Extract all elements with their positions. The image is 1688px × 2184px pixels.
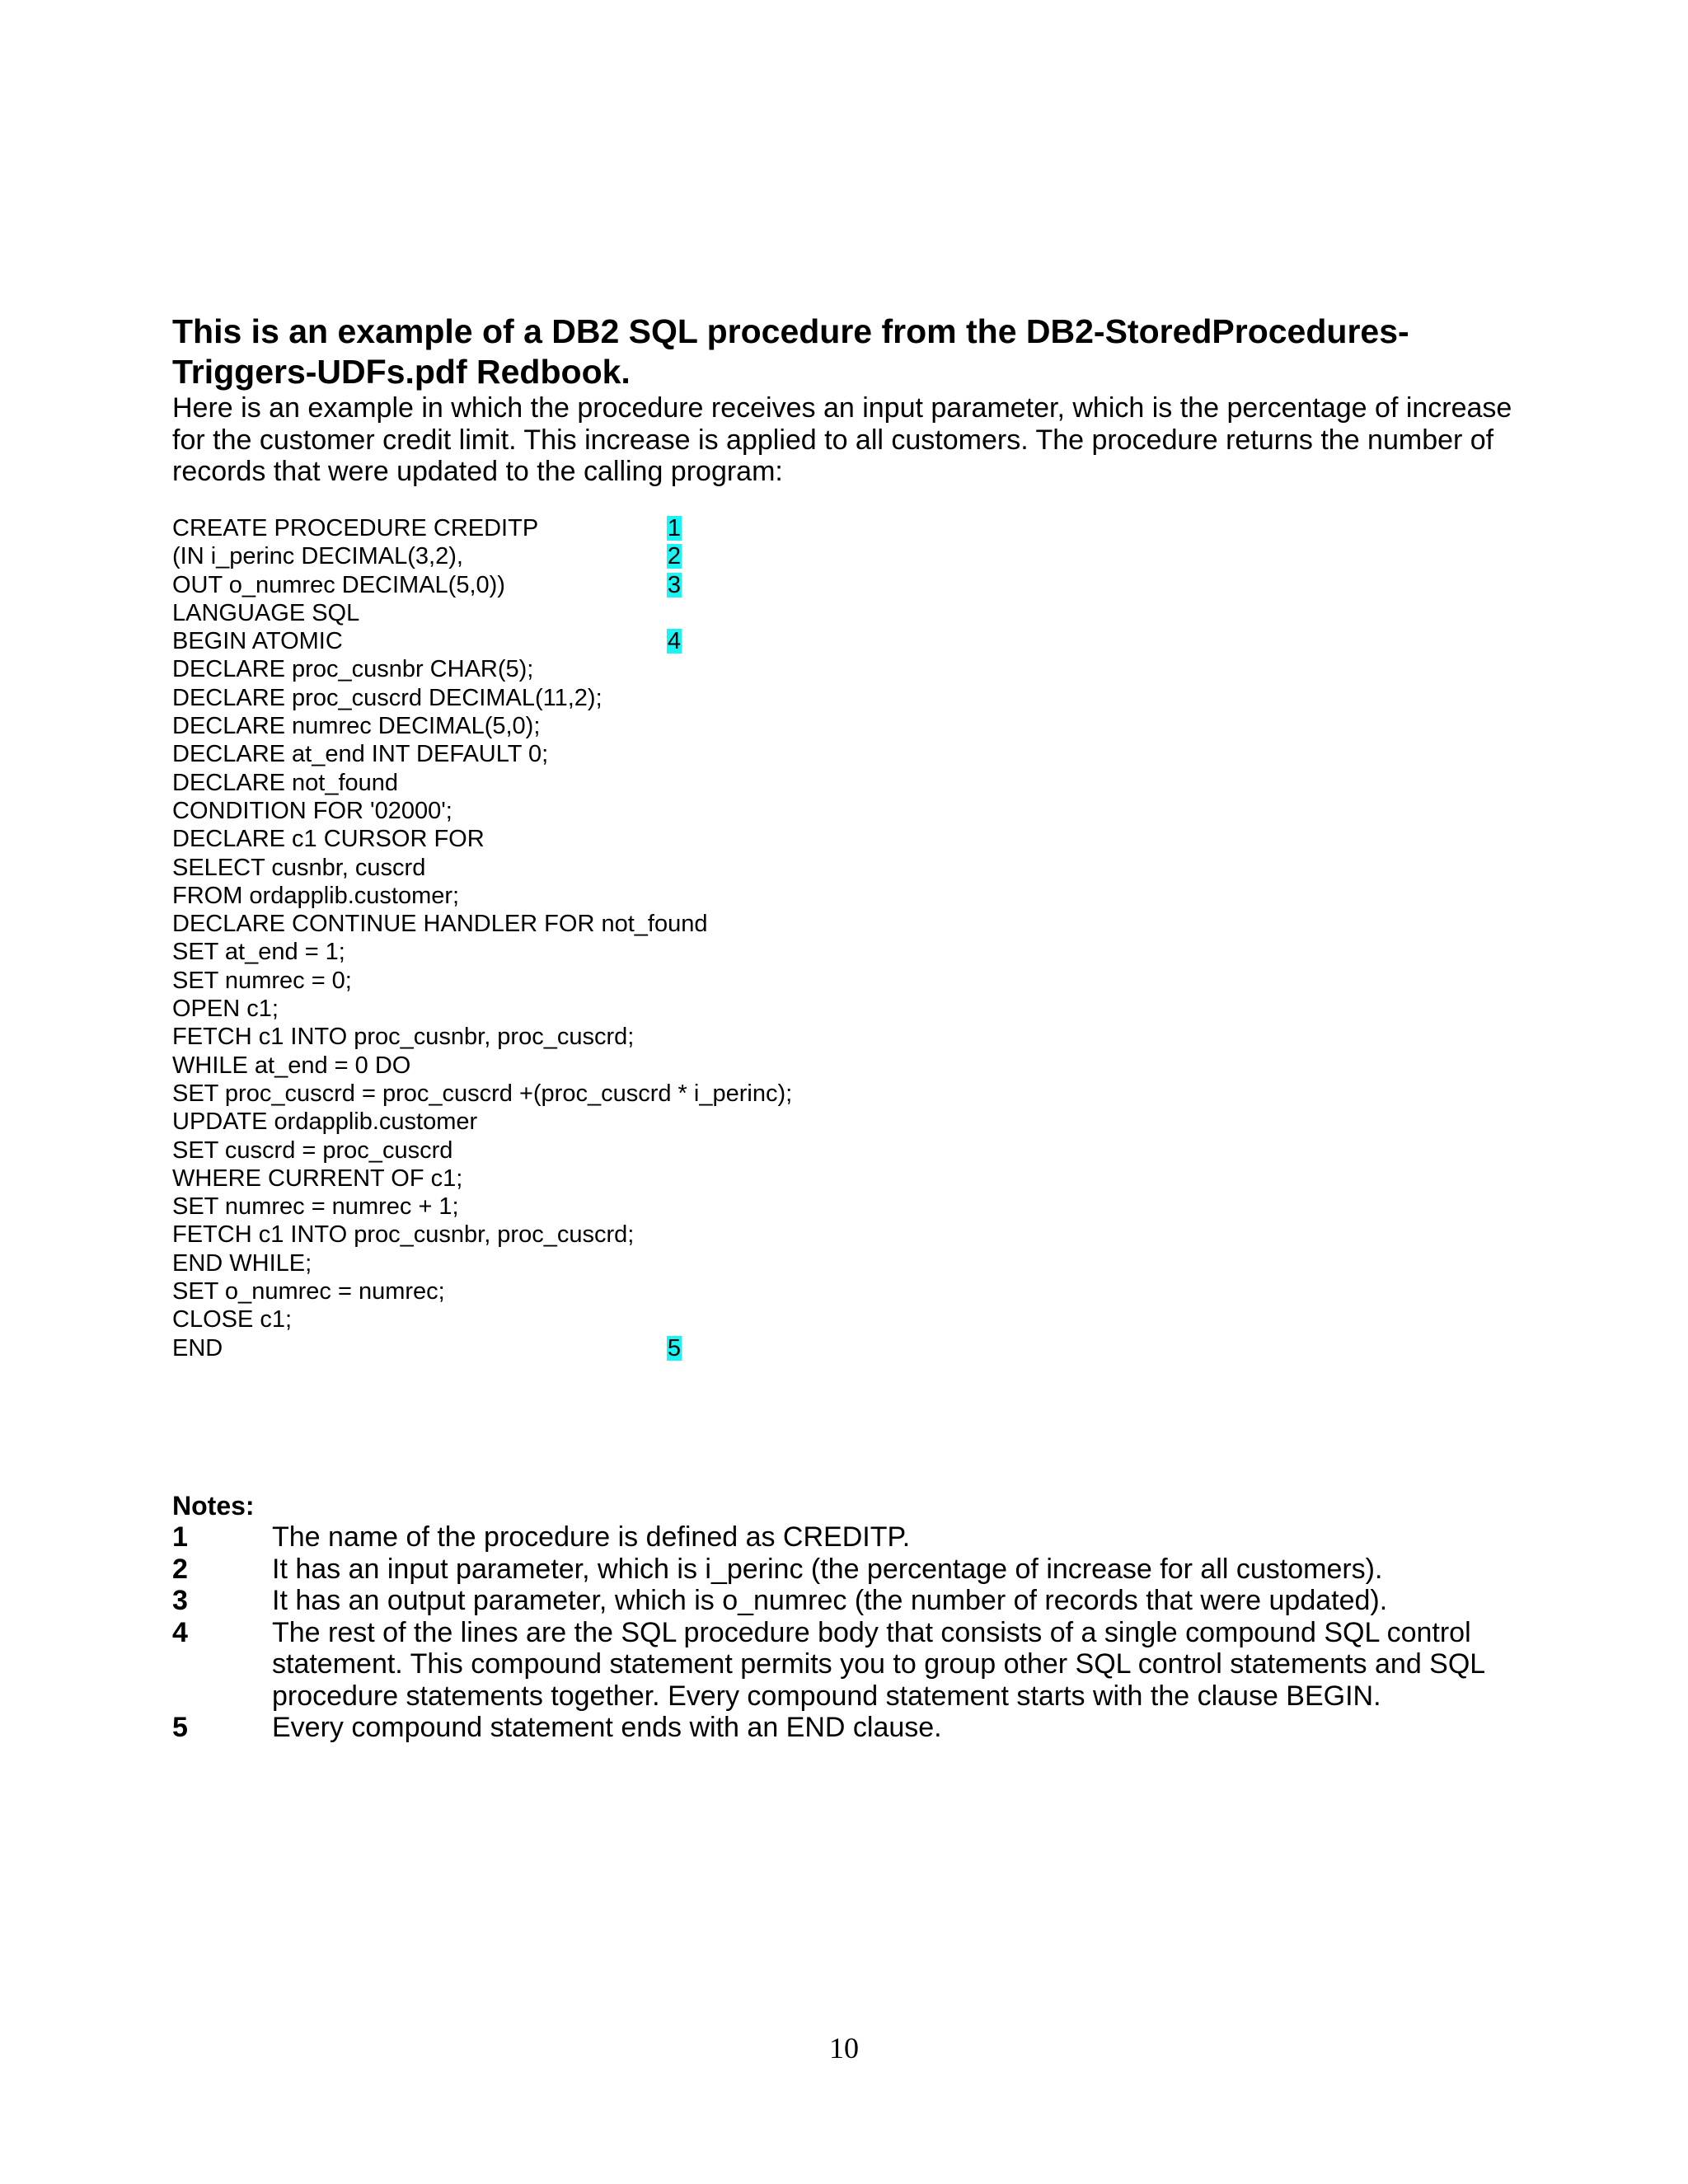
code-line-marker: 3 — [667, 571, 682, 598]
code-line-text: DECLARE c1 CURSOR FOR — [172, 826, 485, 853]
code-line-text: OUT o_numrec DECIMAL(5,0)) — [172, 571, 505, 598]
code-line — [172, 1023, 1161, 1051]
code-line-text: SET at_end = 1; — [172, 939, 345, 966]
code-line-text: CLOSE c1; — [172, 1306, 293, 1333]
code-line — [172, 1221, 1161, 1249]
code-line-marker: 1 — [667, 515, 682, 541]
code-line-text: DECLARE CONTINUE HANDLER FOR not_found — [172, 911, 708, 938]
notes-title: Notes: — [172, 1491, 255, 1521]
code-listing — [172, 514, 1161, 1362]
code-line — [172, 995, 1161, 1023]
note-text: The rest of the lines are the SQL procedure body that consists of a single compound SQL control statement. This compound statement permits you to group other SQL control statements and SQL procedure statements together. Every compound statement starts with the clause BEGIN. — [272, 1616, 1484, 1712]
code-line-text: (IN i_perinc DECIMAL(3,2), — [172, 543, 463, 570]
code-line-text: OPEN c1; — [172, 996, 279, 1023]
code-line — [172, 1137, 1161, 1165]
code-line — [172, 854, 1161, 882]
code-line-text: FETCH c1 INTO proc_cusnbr, proc_cuscrd; — [172, 1024, 635, 1051]
code-line — [172, 599, 1161, 627]
code-line — [172, 571, 1161, 599]
code-line — [172, 627, 1161, 655]
code-line-text: CONDITION FOR '02000'; — [172, 797, 452, 824]
note-text: The name of the procedure is defined as CREDITP. — [272, 1521, 911, 1553]
code-line-text: SET cuscrd = proc_cuscrd — [172, 1137, 453, 1164]
note-number: 2 — [172, 1553, 188, 1585]
code-line-text: DECLARE numrec DECIMAL(5,0); — [172, 713, 541, 740]
code-line-marker: 5 — [667, 1334, 682, 1361]
code-line-text: DECLARE proc_cusnbr CHAR(5); — [172, 656, 534, 683]
code-line-marker: 2 — [667, 543, 682, 570]
code-line-text: SET o_numrec = numrec; — [172, 1278, 445, 1305]
note-item — [172, 1585, 1573, 1617]
code-line — [172, 1193, 1161, 1221]
note-item — [172, 1617, 1573, 1713]
note-item — [172, 1712, 1573, 1744]
code-line-text: DECLARE not_found — [172, 769, 399, 796]
note-number: 5 — [172, 1712, 188, 1743]
code-line — [172, 514, 1161, 542]
code-line — [172, 1305, 1161, 1333]
code-line-text: SELECT cusnbr, cuscrd — [172, 854, 426, 881]
code-line — [172, 1165, 1161, 1193]
notes-list — [172, 1521, 1573, 1744]
code-line — [172, 825, 1161, 853]
note-text: It has an input parameter, which is i_perinc (the percentage of increase for all customers). — [272, 1553, 1383, 1585]
code-line — [172, 712, 1161, 740]
code-line-text: WHERE CURRENT OF c1; — [172, 1165, 463, 1192]
note-item — [172, 1554, 1573, 1586]
code-line-text: WHILE at_end = 0 DO — [172, 1052, 411, 1079]
code-line — [172, 1249, 1161, 1277]
code-line — [172, 1080, 1161, 1108]
code-line — [172, 797, 1161, 825]
code-line — [172, 882, 1161, 910]
page-heading: This is an example of a DB2 SQL procedure from the DB2-StoredProcedures-Triggers-UDFs.pdf Redbook. — [172, 312, 1409, 391]
code-line — [172, 769, 1161, 797]
code-line — [172, 1277, 1161, 1305]
code-line — [172, 967, 1161, 995]
code-line-text: END WHILE; — [172, 1249, 312, 1277]
code-line-text: BEGIN ATOMIC — [172, 628, 343, 655]
code-line-text: FETCH c1 INTO proc_cusnbr, proc_cuscrd; — [172, 1221, 635, 1249]
code-line — [172, 1334, 1161, 1362]
code-line — [172, 1052, 1161, 1080]
code-line — [172, 684, 1161, 712]
code-line — [172, 1108, 1161, 1136]
code-line — [172, 542, 1161, 570]
code-line — [172, 740, 1161, 768]
code-line-text: UPDATE ordapplib.customer — [172, 1108, 478, 1136]
code-line — [172, 655, 1161, 683]
code-line-text: SET numrec = numrec + 1; — [172, 1193, 459, 1221]
code-line-text: DECLARE proc_cuscrd DECIMAL(11,2); — [172, 684, 603, 711]
code-line-text: CREATE PROCEDURE CREDITP — [172, 515, 539, 541]
page-number: 10 — [829, 2032, 859, 2064]
note-text: It has an output parameter, which is o_numrec (the number of records that were updated). — [272, 1585, 1388, 1616]
note-text: Every compound statement ends with an END clause. — [272, 1712, 942, 1743]
code-line-text: END — [172, 1334, 223, 1361]
code-line — [172, 910, 1161, 938]
code-line-text: SET numrec = 0; — [172, 967, 352, 994]
code-line — [172, 938, 1161, 966]
code-line-marker: 4 — [667, 628, 682, 655]
note-number: 4 — [172, 1616, 188, 1648]
note-item — [172, 1521, 1573, 1554]
code-line-text: SET proc_cuscrd = proc_cuscrd +(proc_cuscrd * i_perinc); — [172, 1080, 793, 1107]
note-number: 3 — [172, 1585, 188, 1616]
note-number: 1 — [172, 1521, 188, 1553]
code-line-text: FROM ordapplib.customer; — [172, 882, 460, 909]
code-line-text: DECLARE at_end INT DEFAULT 0; — [172, 741, 549, 768]
intro-paragraph: Here is an example in which the procedure receives an input parameter, which is the percentage of increase for the customer credit limit. This increase is applied to all customers. The procedure returns the number of records that were updated to the calling program: — [172, 392, 1512, 487]
code-line-text: LANGUAGE SQL — [172, 599, 360, 626]
